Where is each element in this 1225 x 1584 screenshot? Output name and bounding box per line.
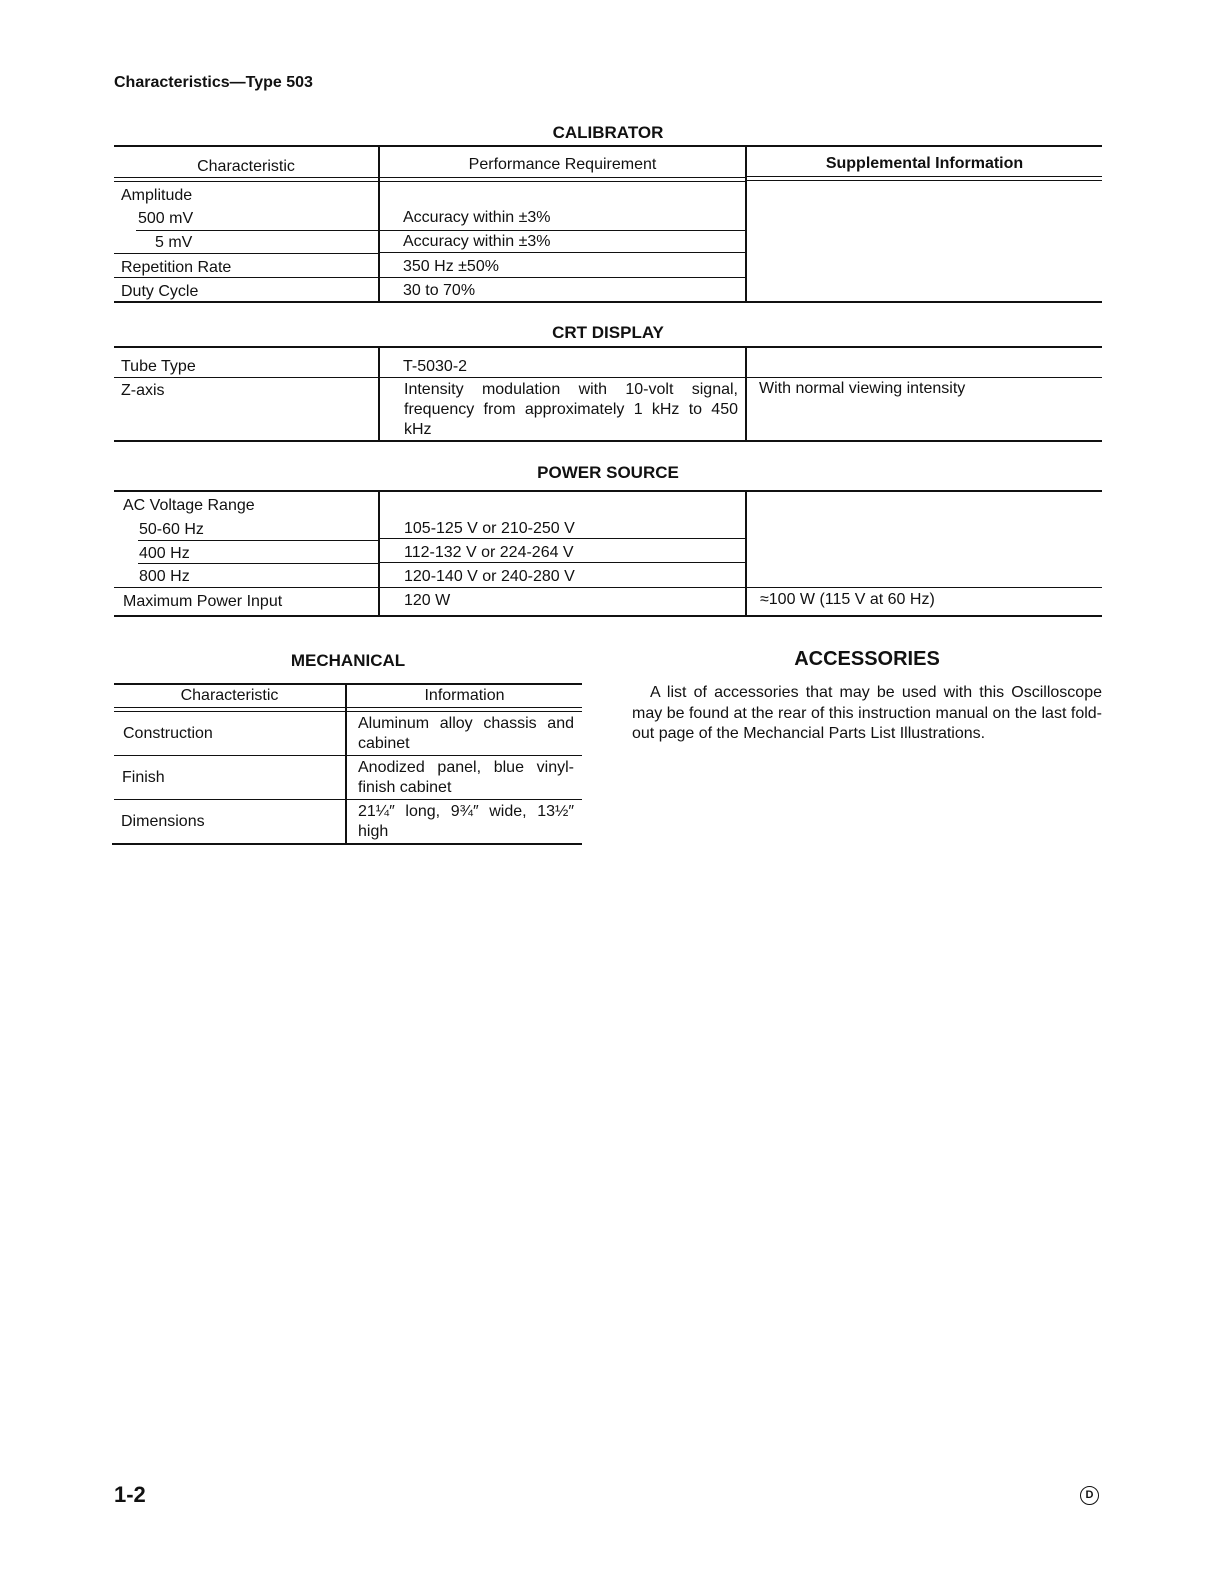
power-req-50-60hz: 105-125 V or 210-250 V bbox=[404, 520, 575, 537]
crt-col-divider-1 bbox=[378, 346, 380, 441]
crt-row-z-axis: Z-axis bbox=[121, 382, 165, 399]
row-rule bbox=[380, 277, 745, 278]
mechanical-header-double-rule bbox=[114, 707, 582, 712]
row-rule bbox=[380, 538, 745, 539]
calibrator-bottom-rule bbox=[114, 301, 1102, 303]
row-rule bbox=[138, 540, 378, 541]
accessories-paragraph: A list of accessories that may be used with this Oscilloscope may be found at the rear of this instruction manual on the last fold-out page of the Mechancial Parts List Illustrations. bbox=[632, 684, 1102, 742]
header-supplemental-information: Supplemental Information bbox=[825, 155, 1024, 172]
mechanical-bottom-rule bbox=[112, 843, 582, 845]
calibrator-req-duty-cycle: 30 to 70% bbox=[403, 282, 476, 299]
power-row-maximum-power-input: Maximum Power Input bbox=[123, 593, 283, 610]
row-rule bbox=[114, 377, 1102, 378]
power-top-rule bbox=[114, 490, 1102, 492]
crt-req-z-axis: Intensity modulation with 10-volt signal, frequency from approximately 1 kHz to 450 kHz bbox=[404, 381, 738, 438]
mechanical-header-characteristic: Characteristic bbox=[180, 687, 279, 704]
calibrator-req-500mv: Accuracy within ±3% bbox=[403, 209, 551, 226]
mechanical-row-construction: Construction bbox=[123, 725, 213, 742]
power-row-50-60hz: 50-60 Hz bbox=[139, 521, 204, 538]
ac-voltage-range-label: AC Voltage Range bbox=[123, 497, 255, 514]
calibrator-top-rule bbox=[114, 145, 1102, 147]
calibrator-row-duty-cycle: Duty Cycle bbox=[121, 283, 199, 300]
power-req-800hz: 120-140 V or 240-280 V bbox=[404, 568, 575, 585]
running-head: Characteristics—Type 503 bbox=[114, 74, 313, 91]
crt-req-tube-type: T-5030-2 bbox=[403, 358, 468, 375]
row-rule bbox=[114, 277, 378, 278]
calibrator-row-5mv: 5 mV bbox=[155, 234, 193, 251]
mechanical-info-dimensions: 21¼″ long, 9¾″ wide, 13½″ high bbox=[358, 803, 574, 840]
mechanical-row-finish: Finish bbox=[122, 769, 165, 786]
row-rule bbox=[136, 230, 378, 231]
calibrator-row-500mv: 500 mV bbox=[138, 210, 194, 227]
row-rule bbox=[114, 253, 378, 254]
row-rule bbox=[380, 230, 745, 231]
header-performance-requirement: Performance Requirement bbox=[468, 156, 657, 173]
crt-top-rule bbox=[114, 346, 1102, 348]
power-row-400hz: 400 Hz bbox=[139, 545, 190, 562]
row-rule bbox=[380, 252, 745, 253]
mechanical-row-dimensions: Dimensions bbox=[121, 813, 205, 830]
crt-col-divider-2 bbox=[745, 346, 747, 441]
amplitude-label: Amplitude bbox=[121, 187, 193, 204]
mechanical-top-rule bbox=[114, 683, 582, 685]
calibrator-req-repetition-rate: 350 Hz ±50% bbox=[403, 258, 499, 275]
crt-display-title: CRT DISPLAY bbox=[552, 323, 664, 342]
mechanical-info-construction: Aluminum alloy chassis and cabinet bbox=[358, 715, 574, 752]
power-col-divider-2 bbox=[745, 490, 747, 615]
header-characteristic: Characteristic bbox=[197, 158, 295, 175]
power-supp-maximum-power-input: ≈100 W (115 V at 60 Hz) bbox=[760, 591, 935, 608]
row-rule bbox=[380, 562, 745, 563]
mechanical-title: MECHANICAL bbox=[290, 651, 406, 670]
mechanical-header-information: Information bbox=[424, 687, 505, 704]
row-rule bbox=[114, 755, 582, 756]
calibrator-title: CALIBRATOR bbox=[552, 123, 664, 142]
power-col-divider-1 bbox=[378, 490, 380, 615]
power-source-title: POWER SOURCE bbox=[537, 463, 679, 482]
revision-mark: D bbox=[1080, 1486, 1099, 1505]
row-rule bbox=[138, 563, 378, 564]
accessories-title: ACCESSORIES bbox=[794, 648, 940, 670]
crt-bottom-rule bbox=[114, 440, 1102, 442]
row-rule bbox=[114, 587, 1102, 588]
header-double-rule-3 bbox=[747, 176, 1102, 181]
calibrator-req-5mv: Accuracy within ±3% bbox=[403, 233, 551, 250]
power-req-maximum-power-input: 120 W bbox=[404, 592, 451, 609]
header-double-rule-1 bbox=[114, 177, 378, 182]
crt-row-tube-type: Tube Type bbox=[121, 358, 196, 375]
mechanical-info-finish: Anodized panel, blue vinyl-finish cabinet bbox=[358, 759, 574, 796]
header-double-rule-2 bbox=[380, 177, 745, 182]
row-rule bbox=[114, 799, 582, 800]
power-req-400hz: 112-132 V or 224-264 V bbox=[404, 544, 574, 561]
page-number: 1-2 bbox=[114, 1482, 146, 1507]
power-row-800hz: 800 Hz bbox=[139, 568, 190, 585]
crt-supp-z-axis: With normal viewing intensity bbox=[759, 380, 966, 397]
calibrator-row-repetition-rate: Repetition Rate bbox=[121, 259, 232, 276]
power-bottom-rule bbox=[114, 615, 1102, 617]
